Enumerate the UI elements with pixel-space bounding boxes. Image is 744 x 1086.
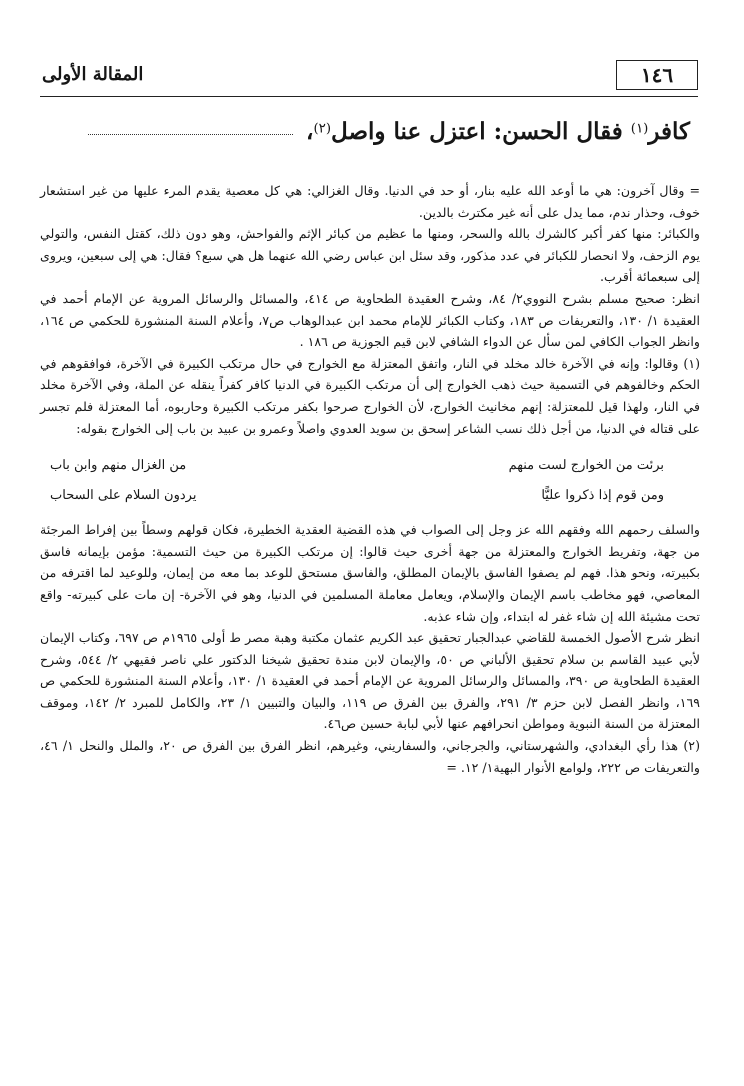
page-number: ١٤٦ [616, 60, 698, 90]
running-title: المقالة الأولى [42, 64, 144, 85]
main-text [40, 118, 690, 158]
poem-verse [40, 451, 700, 481]
footnote-paragraph-kabair: والكبائر: منها كفر أكبر كالشرك بالله والسحر، ومنها ما عظيم من كبائر الإثم والفواحش، وهو دون ذلك، كقتل النفس، والتولي يوم الزحف، ولا انحصار للكبائر في عدد مذكور، وقد سئل ابن عباس رضي الله عنهما هل هي سبع؟ فقال: هي إلى سبعين، ويروى إلى سبعمائة أقرب. [40, 226, 700, 285]
footnote-continuation: = وقال آخرون: هي ما أوعد الله عليه بنار، أو حد في الدنيا. وقال الغزالي: هي كل معصية يقدم المرء عليها من غير استشعار خوف، وحذار ندم، مما يدل على أنه غير مكترث بالدين. [40, 183, 700, 220]
main-text-sentence: فقال الحسن: اعتزل عنا واصل [331, 118, 631, 145]
footnote-2: (٢) هذا رأي البغدادي، والشهرستاني، والجرجاني، والسفاريني، وغيرهم، انظر الفرق بين الفرق ص ٢٠، والملل والنحل ١/ ٤٦، والتعريفات ص ٢٢٢، ولوامع الأنوار البهية١/ ١٢. = [40, 738, 700, 775]
footnote-paragraph-salaf: والسلف رحمهم الله وفقهم الله عز وجل إلى الصواب في هذه القضية العقدية الخطيرة، فكان قولهم وسطاً بين إفراط المرجئة من جهة، وتفريط الخوارج والمعتزلة من جهة أخرى حيث قالوا: إن مرتكب الكبيرة من حيث التسمية: مؤمن بإيمانه فاسق بكبيرته، ونحو هذا. فهم لم يصفوا الفاسق بالإيمان المطلق، والفاسق مستحق للوعد بما معه من إيمان، وللوعيد لما اقترفه من المعاصي، فهو مخاطب باسم الإيمان والإسلام، ويعامل معاملة المسلمين في الدنيا، وهو في الآخرة- إن مات على كبيرته- واقع تحت مشيئة الله إن شاء غفر له ابتداء، وإن شاء عذبه. [40, 522, 700, 624]
main-text-comma: ، [306, 118, 314, 145]
poem-verse [40, 481, 700, 511]
header-rule [40, 96, 698, 97]
dotted-leader [88, 134, 293, 135]
main-text-word: كافر [648, 118, 690, 145]
poem [40, 451, 700, 511]
page-header [40, 60, 698, 100]
poem-hemistich: برئت من الخوارج لست منهم [508, 458, 664, 474]
poem-hemistich: من الغزال منهم وابن باب [50, 458, 187, 474]
footnote-ref-1: (١) [630, 121, 649, 137]
footnote-ref-2: (٢) [313, 121, 332, 137]
footnote-references-1: انظر: صحيح مسلم بشرح النووي٢/ ٨٤، وشرح العقيدة الطحاوية ص ٤١٤، والمسائل والرسائل المروية عن الإمام أحمد في العقيدة ١/ ١٣٠، والتعريفات ص ١٨٣، وكتاب الكبائر للإمام محمد ابن عبدالوهاب ص٧، وأعلام السنة المنشورة للحكمي ص ١٦٤، وانظر الجواب الكافي لمن سأل عن الدواء الشافي لابن قيم الجوزية ص ١٨٦ . [40, 290, 700, 350]
footnote-references-2: انظر شرح الأصول الخمسة للقاضي عبدالجبار تحقيق عبد الكريم عثمان مكتبة وهبة مصر ط أولى ١٩٦٥م ص ٦٩٧، وكتاب الإيمان لأبي عبيد القاسم بن سلام تحقيق الألباني ص ٥٠، والإيمان لابن مندة تحقيق شيخنا الدكتور علي ناصر فقيهي ٢/ ٥٤٤، وشرح العقيدة الطحاوية ص ٣٩٠، والمسائل والرسائل المروية عن الإمام أحمد في العقيدة ١/ ١٣٠، وأعلام السنة المنشورة للحكمي ص ١٦٩، وانظر الفصل لابن حزم ٣/ ٢٩١، والفرق بين الفرق ص ١١٩، والبيان والتبيين ١/ ٢٣، والكامل للمبرد ٢/ ١٤٢، وموقف المعتزلة من السنة النبوية ومواطن انحرافهم عنها لأبي لبابة حسين ص٤٦. [40, 630, 701, 732]
footnote-1: (١) وقالوا: وإنه في الآخرة خالد مخلد في النار، واتفق المعتزلة مع الخوارج في حال مرتكب الكبيرة في الآخرة، فوافقوهم في الحكم وخالفوهم في التسمية حيث ذهب الخوارج إلى أن مرتكب الكبيرة في الدنيا كافر كفراً ينقله عن الملة، وفي الآخرة مخلد في النار، ولهذا قيل للمعتزلة: إنهم مخانيث الخوارج، لأن الخوارج صرحوا بكفر مرتكب الكبيرة وحاربوه، أما المعتزلة فلم تجسر على قتاله في الدنيا، من أجل ذلك نسب الشاعر إسحق بن سويد العدوي واصلاً وعمرو بن عبيد بن باب إلى الخوارج بقوله: [40, 355, 700, 436]
footnotes-section [40, 180, 700, 778]
poem-hemistich: يردون السلام على السحاب [50, 488, 197, 504]
poem-hemistich: ومن قوم إذا ذكروا عليًّا [541, 488, 664, 504]
